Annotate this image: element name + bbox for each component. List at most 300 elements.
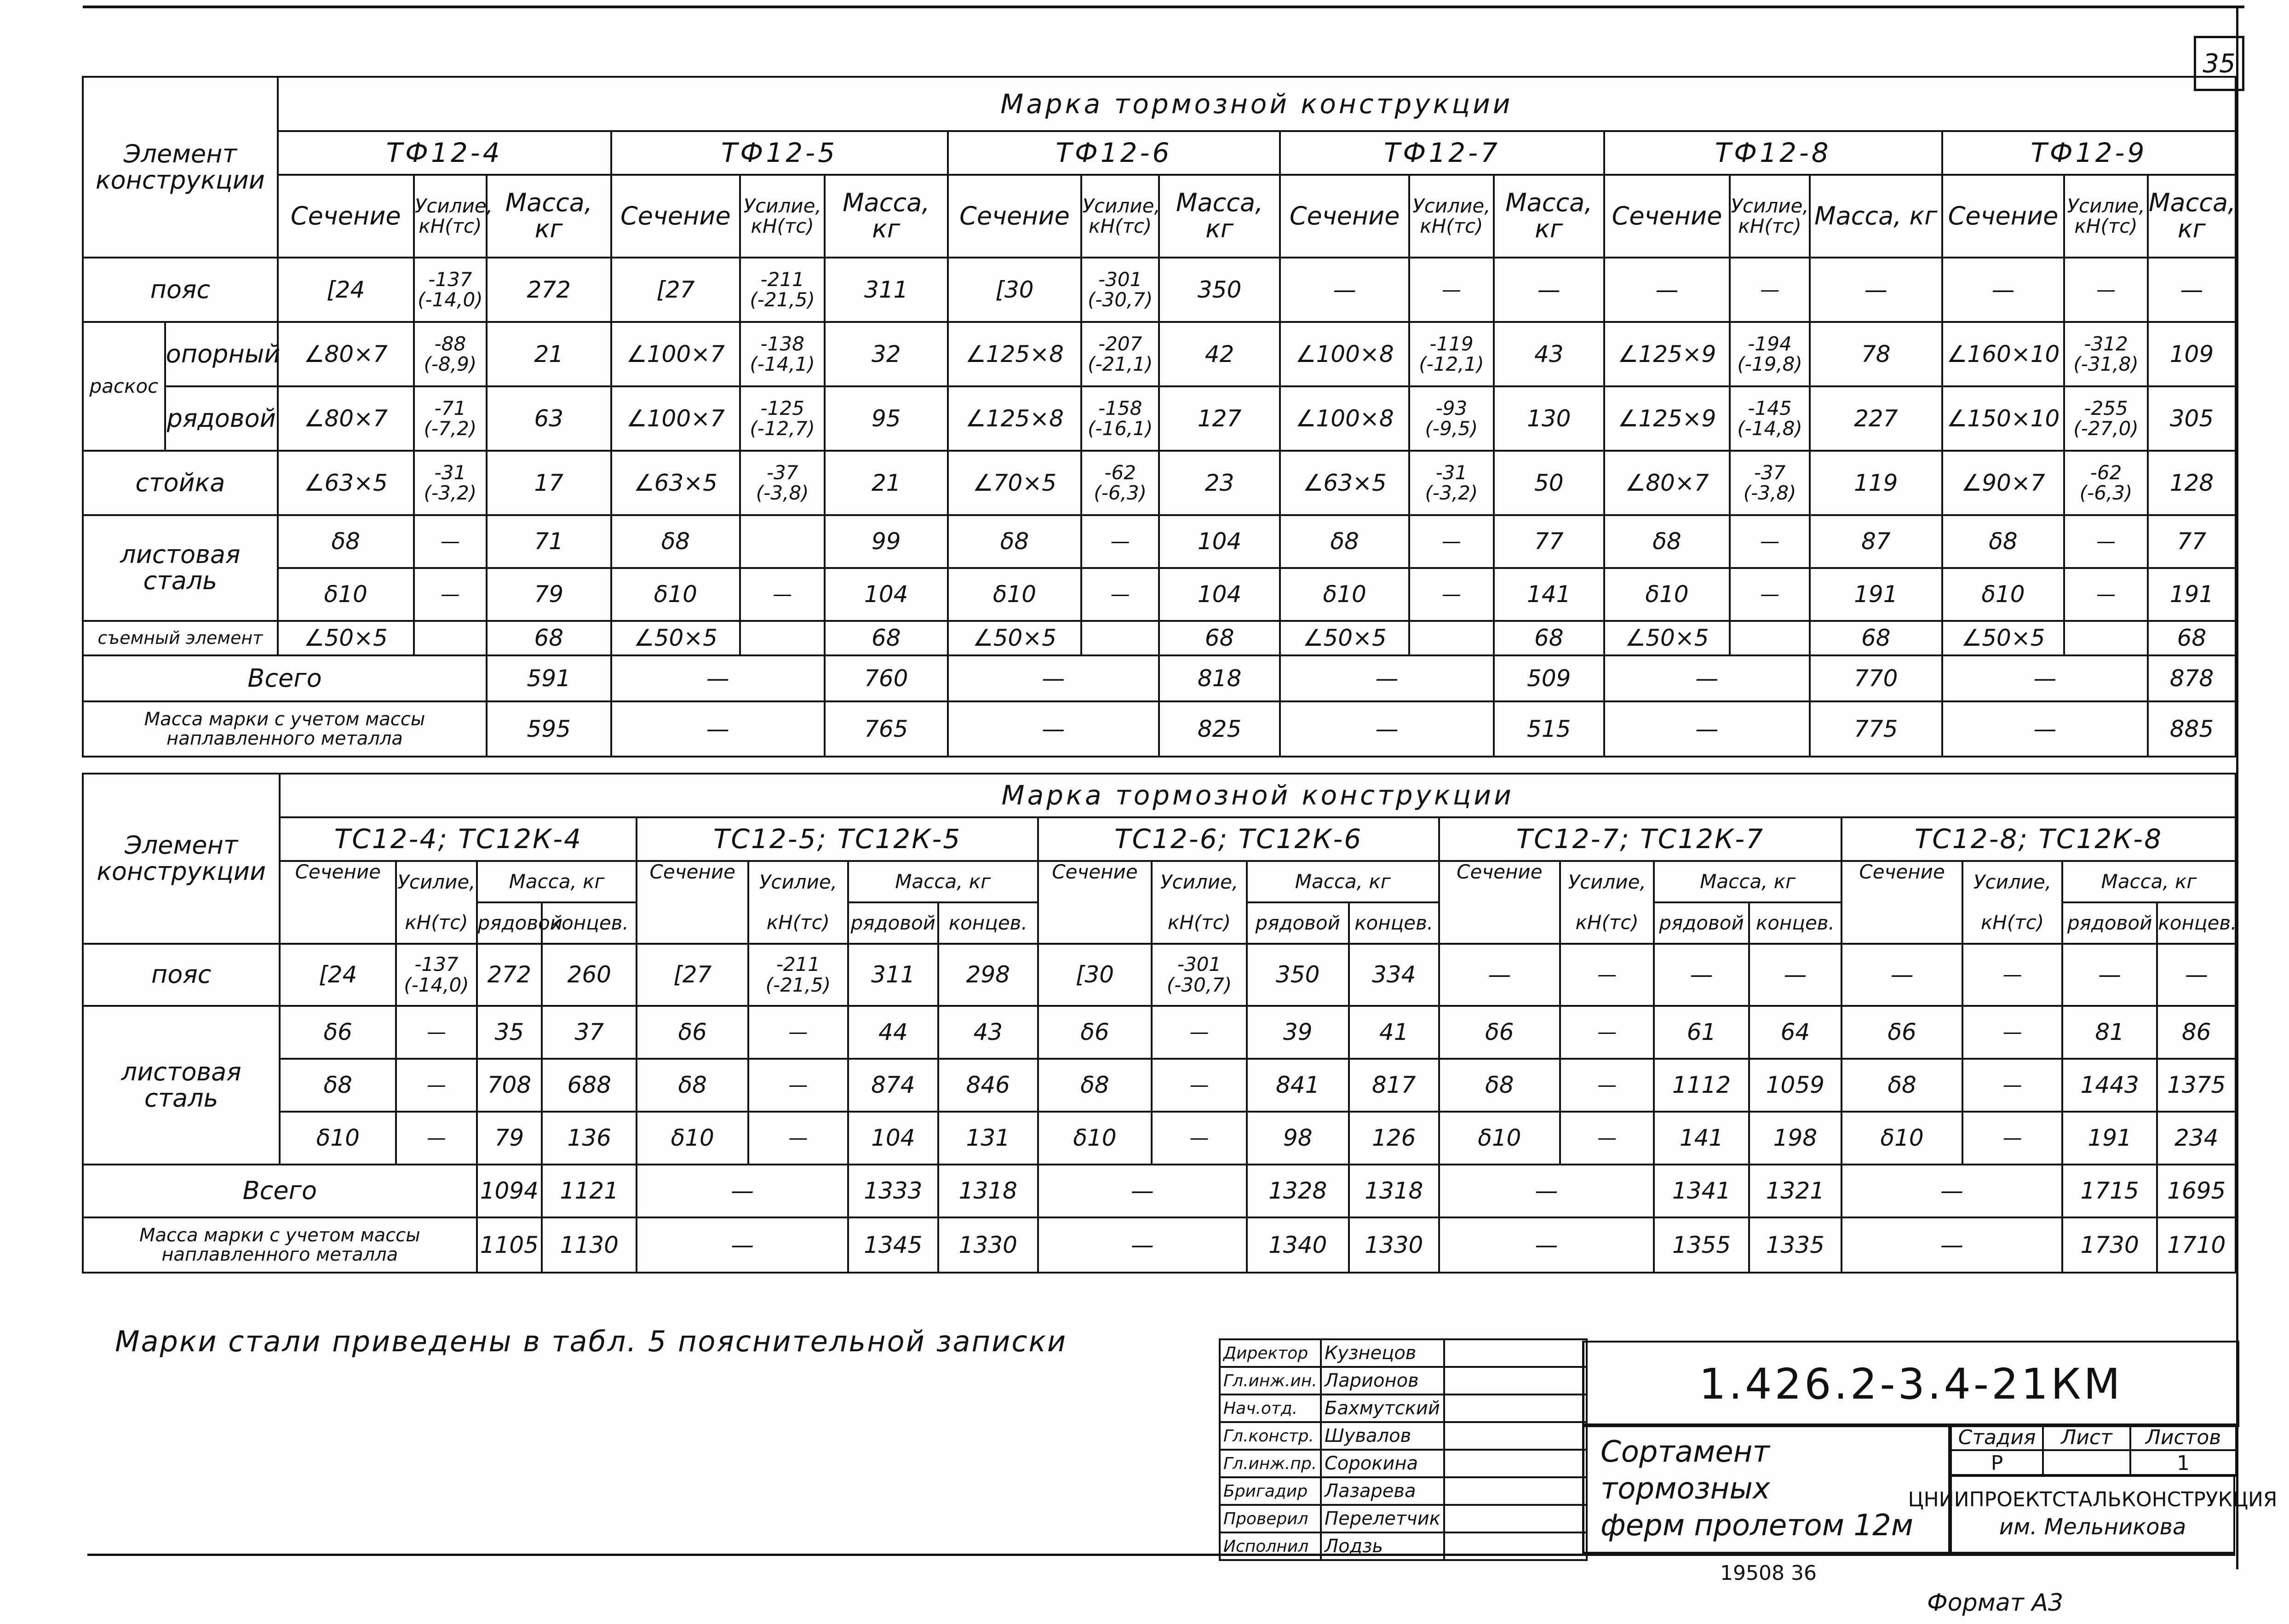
col-section: Сечение — [1280, 175, 1409, 258]
section-cell: δ8 — [637, 1059, 748, 1112]
total-end-cell: 1321 — [1749, 1165, 1842, 1217]
stamp-signature — [1444, 1505, 1587, 1532]
force-cell: -37 (-3,8) — [1730, 451, 1810, 515]
document-title-line1: Сортамент тормозных — [1601, 1435, 1770, 1506]
total-ordinary-cell: 1715 — [2062, 1165, 2157, 1217]
col-mass: Масса, кг — [825, 175, 947, 258]
section-cell: [27 — [637, 944, 748, 1006]
mass-cell: 71 — [487, 515, 611, 568]
mass-ordinary-cell: 311 — [848, 944, 938, 1006]
mass-cell: 77 — [2148, 515, 2236, 568]
mass-cell: 272 — [487, 258, 611, 322]
force-cell — [740, 621, 825, 655]
section-cell: δ10 — [1942, 568, 2064, 621]
section-cell: ∠150×10 — [1942, 386, 2064, 451]
dash-cell: — — [1038, 1165, 1247, 1217]
stamp-row — [1220, 1339, 1587, 1367]
mass-cell: 305 — [2148, 386, 2236, 451]
dash-cell: — — [611, 655, 825, 701]
mass-ordinary-cell: 39 — [1247, 1006, 1349, 1059]
section-cell: δ10 — [1842, 1112, 1962, 1165]
mass-end-cell: 126 — [1349, 1112, 1439, 1165]
force-cell — [1409, 621, 1494, 655]
row-label-total-2: Всего — [83, 1165, 477, 1217]
organization-name: ЦНИИПРОЕКТСТАЛЬКОНСТРУКЦИЯ — [1908, 1487, 2278, 1511]
mass-cell: 227 — [1810, 386, 1942, 451]
section-cell: ∠160×10 — [1942, 322, 2064, 386]
stamp-person: Бахмутский — [1321, 1394, 1444, 1422]
col-force: Усилие, кН(тс) — [2064, 175, 2148, 258]
total-ordinary-cell: 1094 — [477, 1165, 542, 1217]
mass-cell: 63 — [487, 386, 611, 451]
force-cell: — — [1560, 944, 1654, 1006]
section-cell: δ6 — [1439, 1006, 1560, 1059]
col-section: Сечение — [1842, 861, 1962, 944]
col-section: Сечение — [278, 175, 414, 258]
force-cell: — — [1409, 258, 1494, 322]
section-cell: δ8 — [1942, 515, 2064, 568]
col-mass: Масса, кг — [848, 861, 1038, 902]
force-cell: — — [1560, 1006, 1654, 1059]
col-force: Усилие, — [748, 861, 848, 902]
force-cell: — — [1962, 1006, 2062, 1059]
force-cell: -194 (-19,8) — [1730, 322, 1810, 386]
stamp-role: Бригадир — [1220, 1477, 1321, 1505]
mass-cell: 68 — [1810, 621, 1942, 655]
mass-cell: 191 — [1810, 568, 1942, 621]
section-cell: δ8 — [1604, 515, 1730, 568]
section-cell: — — [1280, 258, 1409, 322]
mass-cell: 68 — [825, 621, 947, 655]
mass-ordinary-cell: 35 — [477, 1006, 542, 1059]
col-mass: Масса, кг — [2062, 861, 2236, 902]
mark-group-header: Марка тормозной конструкции — [278, 77, 2236, 131]
mass-cell: 68 — [1494, 621, 1604, 655]
dash-cell: — — [1038, 1217, 1247, 1273]
total-ordinary-cell: 1333 — [848, 1165, 938, 1217]
col-force: Усилие, — [1962, 861, 2062, 902]
col-mass-ordinary: рядовой — [1247, 902, 1349, 944]
force-cell: — — [748, 1112, 848, 1165]
mark-group-header-2: Марка тормозной конструкции — [280, 774, 2236, 817]
mass-end-cell: — — [1749, 944, 1842, 1006]
mass-ordinary-cell: 81 — [2062, 1006, 2157, 1059]
col-section: Сечение — [280, 861, 396, 944]
col-force-unit: кН(тс) — [1962, 902, 2062, 944]
weld-ordinary-cell: 1730 — [2062, 1217, 2157, 1273]
mark-header: ТС12-5; ТС12К-5 — [637, 817, 1038, 861]
organization-subtitle: им. Мельникова — [1999, 1514, 2186, 1540]
mark-header: ТФ12-7 — [1280, 131, 1604, 175]
stamp-person: Шувалов — [1321, 1422, 1444, 1450]
mass-cell: 78 — [1810, 322, 1942, 386]
mass-end-cell: 298 — [938, 944, 1038, 1006]
col-section: Сечение — [611, 175, 740, 258]
mass-cell: 32 — [825, 322, 947, 386]
force-cell: — — [396, 1112, 476, 1165]
mass-ordinary-cell: 61 — [1654, 1006, 1749, 1059]
total-ordinary-cell: 1328 — [1247, 1165, 1349, 1217]
mark-header: ТС12-8; ТС12К-8 — [1842, 817, 2236, 861]
stamp-signature — [1444, 1422, 1587, 1450]
total-mass-cell: 878 — [2148, 655, 2236, 701]
section-cell: ∠50×5 — [611, 621, 740, 655]
col-mass: Масса, кг — [1159, 175, 1280, 258]
section-cell: ∠125×9 — [1604, 322, 1730, 386]
frame-top-line — [83, 6, 2244, 8]
col-mass: Масса, кг — [1810, 175, 1942, 258]
section-cell: δ10 — [637, 1112, 748, 1165]
section-cell: [27 — [611, 258, 740, 322]
document-code: 1.426.2-3.4-21КМ — [1582, 1341, 2239, 1427]
stamp-person: Лодзь — [1321, 1532, 1444, 1560]
mass-cell: 95 — [825, 386, 947, 451]
section-cell: δ10 — [280, 1112, 396, 1165]
signature-stamp — [1219, 1338, 1588, 1561]
force-cell: — — [1409, 568, 1494, 621]
stamp-person: Перелетчик — [1321, 1505, 1444, 1532]
section-cell: ∠100×7 — [611, 322, 740, 386]
col-section: Сечение — [1038, 861, 1152, 944]
total-end-cell: 1695 — [2157, 1165, 2236, 1217]
force-cell: — — [414, 568, 487, 621]
mass-cell: 87 — [1810, 515, 1942, 568]
col-force: Усилие, кН(тс) — [414, 175, 487, 258]
mark-header: ТС12-4; ТС12К-4 — [280, 817, 637, 861]
section-cell: [30 — [948, 258, 1082, 322]
force-cell — [2064, 621, 2148, 655]
mass-ordinary-cell: 44 — [848, 1006, 938, 1059]
col-mass-ordinary: рядовой — [477, 902, 542, 944]
col-mass-ordinary: рядовой — [1654, 902, 1749, 944]
dash-cell: — — [611, 701, 825, 757]
mass-cell: 43 — [1494, 322, 1604, 386]
section-cell: — — [1604, 258, 1730, 322]
col-mass: Масса, кг — [1247, 861, 1439, 902]
section-cell: ∠70×5 — [948, 451, 1082, 515]
total-end-cell: 1121 — [542, 1165, 637, 1217]
col-mass: Масса, кг — [487, 175, 611, 258]
mass-cell: — — [1810, 258, 1942, 322]
mass-end-cell: 260 — [542, 944, 637, 1006]
mass-ordinary-cell: 98 — [1247, 1112, 1349, 1165]
stamp-role: Нач.отд. — [1220, 1394, 1321, 1422]
weld-end-cell: 1330 — [938, 1217, 1038, 1273]
section-cell: δ8 — [280, 1059, 396, 1112]
mass-ordinary-cell: 1443 — [2062, 1059, 2157, 1112]
stamp-row — [1220, 1477, 1587, 1505]
stamp-row — [1220, 1505, 1587, 1532]
force-cell: — — [396, 1059, 476, 1112]
stamp-signature — [1444, 1394, 1587, 1422]
col-mass-end: концев. — [1349, 902, 1439, 944]
mass-cell: 109 — [2148, 322, 2236, 386]
stage-value: Р — [1951, 1450, 2043, 1476]
force-cell: -255 (-27,0) — [2064, 386, 2148, 451]
mass-cell: 104 — [1159, 515, 1280, 568]
mass-cell: 77 — [1494, 515, 1604, 568]
dash-cell: — — [1439, 1217, 1654, 1273]
section-cell: — — [1942, 258, 2064, 322]
stamp-signature — [1444, 1367, 1587, 1394]
mass-end-cell: 37 — [542, 1006, 637, 1059]
section-cell: δ10 — [611, 568, 740, 621]
weld-mass-cell: 885 — [2148, 701, 2236, 757]
force-cell: -71 (-7,2) — [414, 386, 487, 451]
force-cell: — — [1409, 515, 1494, 568]
mass-ordinary-cell: — — [2062, 944, 2157, 1006]
total-ordinary-cell: 1341 — [1654, 1165, 1749, 1217]
mass-cell: 68 — [487, 621, 611, 655]
col-section: Сечение — [1604, 175, 1730, 258]
stamp-role: Исполнил — [1220, 1532, 1321, 1560]
mass-cell: 50 — [1494, 451, 1604, 515]
stamp-row — [1220, 1394, 1587, 1422]
section-cell: ∠100×8 — [1280, 322, 1409, 386]
col-force: Усилие, кН(тс) — [1730, 175, 1810, 258]
force-cell: — — [1152, 1059, 1246, 1112]
mass-cell: — — [1494, 258, 1604, 322]
force-cell — [740, 515, 825, 568]
mass-cell: 42 — [1159, 322, 1280, 386]
mass-ordinary-cell: 79 — [477, 1112, 542, 1165]
row-label-support: опорный — [165, 322, 278, 386]
stamp-role: Проверил — [1220, 1505, 1321, 1532]
document-title — [1582, 1423, 1950, 1554]
sheet-format: Формат А3 — [1927, 1589, 2064, 1617]
weld-ordinary-cell: 1355 — [1654, 1217, 1749, 1273]
force-cell: — — [1560, 1059, 1654, 1112]
mark-header: ТФ12-4 — [278, 131, 611, 175]
force-cell: -125 (-12,7) — [740, 386, 825, 451]
stamp-signature — [1444, 1450, 1587, 1477]
mass-cell: 23 — [1159, 451, 1280, 515]
force-cell: -312 (-31,8) — [2064, 322, 2148, 386]
page-number: 35 — [2194, 36, 2244, 91]
section-cell: ∠63×5 — [1280, 451, 1409, 515]
total-mass-cell: 591 — [487, 655, 611, 701]
section-cell: δ10 — [948, 568, 1082, 621]
section-cell: ∠80×7 — [1604, 451, 1730, 515]
force-cell: — — [1730, 568, 1810, 621]
section-cell: δ6 — [1038, 1006, 1152, 1059]
force-cell: -301 (-30,7) — [1152, 944, 1246, 1006]
dash-cell: — — [637, 1165, 848, 1217]
mark-header: ТФ12-6 — [948, 131, 1280, 175]
archive-number: 19508 36 — [1720, 1561, 1817, 1585]
dash-cell: — — [1604, 701, 1810, 757]
force-cell — [1081, 621, 1159, 655]
col-section: Сечение — [1942, 175, 2064, 258]
mass-cell: 119 — [1810, 451, 1942, 515]
element-header-2: Элемент конструкции — [83, 774, 280, 944]
dash-cell: — — [948, 701, 1159, 757]
row-label-weld-2: Масса марки с учетом массы наплавленного металла — [83, 1217, 477, 1273]
mark-header: ТФ12-9 — [1942, 131, 2236, 175]
section-cell: ∠125×8 — [948, 322, 1082, 386]
section-cell: δ10 — [1604, 568, 1730, 621]
stamp-role: Гл.инж.пр. — [1220, 1450, 1321, 1477]
stamp-person: Лазарева — [1321, 1477, 1444, 1505]
force-cell: — — [1962, 944, 2062, 1006]
mass-ordinary-cell: — — [1654, 944, 1749, 1006]
mass-cell: 311 — [825, 258, 947, 322]
total-end-cell: 1318 — [938, 1165, 1038, 1217]
dash-cell: — — [637, 1217, 848, 1273]
mass-ordinary-cell: 141 — [1654, 1112, 1749, 1165]
section-cell: δ8 — [1439, 1059, 1560, 1112]
mass-ordinary-cell: 350 — [1247, 944, 1349, 1006]
force-cell: -158 (-16,1) — [1081, 386, 1159, 451]
force-cell: -211 (-21,5) — [748, 944, 848, 1006]
mass-cell: 21 — [487, 322, 611, 386]
force-cell: — — [2064, 258, 2148, 322]
weld-mass-cell: 515 — [1494, 701, 1604, 757]
col-section: Сечение — [1439, 861, 1560, 944]
col-mass: Масса, кг — [2148, 175, 2236, 258]
col-force: Усилие, кН(тс) — [1081, 175, 1159, 258]
weld-end-cell: 1330 — [1349, 1217, 1439, 1273]
bottom-rule — [87, 1554, 2235, 1556]
force-cell — [414, 621, 487, 655]
mass-end-cell: 43 — [938, 1006, 1038, 1059]
section-cell: δ6 — [637, 1006, 748, 1059]
mass-cell: 191 — [2148, 568, 2236, 621]
section-cell: ∠80×7 — [278, 386, 414, 451]
col-mass: Масса, кг — [1654, 861, 1842, 902]
mass-ordinary-cell: 1112 — [1654, 1059, 1749, 1112]
sheets-label: Листов — [2130, 1424, 2236, 1450]
section-cell: ∠125×9 — [1604, 386, 1730, 451]
weld-ordinary-cell: 1345 — [848, 1217, 938, 1273]
mass-end-cell: 131 — [938, 1112, 1038, 1165]
force-cell: — — [2064, 568, 2148, 621]
force-cell: -137 (-14,0) — [414, 258, 487, 322]
force-cell: — — [396, 1006, 476, 1059]
sheet-label: Лист — [2043, 1424, 2130, 1450]
dash-cell: — — [1604, 655, 1810, 701]
stamp-signature — [1444, 1477, 1587, 1505]
section-cell: ∠100×7 — [611, 386, 740, 451]
sheet-value — [2043, 1450, 2130, 1476]
stamp-row — [1220, 1532, 1587, 1560]
row-label-belt: пояс — [83, 258, 278, 322]
force-cell: — — [1962, 1112, 2062, 1165]
force-cell: -301 (-30,7) — [1081, 258, 1159, 322]
section-cell: δ8 — [1280, 515, 1409, 568]
col-mass-ordinary: рядовой — [848, 902, 938, 944]
force-cell: — — [1560, 1112, 1654, 1165]
force-cell: -145 (-14,8) — [1730, 386, 1810, 451]
col-mass-end: концев. — [1749, 902, 1842, 944]
section-cell: δ10 — [1439, 1112, 1560, 1165]
stamp-role: Гл.констр. — [1220, 1422, 1321, 1450]
section-cell: δ8 — [1038, 1059, 1152, 1112]
force-cell: — — [1152, 1112, 1246, 1165]
mass-cell: — — [2148, 258, 2236, 322]
mass-cell: 21 — [825, 451, 947, 515]
mass-ordinary-cell: 272 — [477, 944, 542, 1006]
mass-cell: 350 — [1159, 258, 1280, 322]
col-force-unit: кН(тс) — [396, 902, 476, 944]
weld-mass-cell: 825 — [1159, 701, 1280, 757]
mass-cell: 104 — [1159, 568, 1280, 621]
section-cell: ∠50×5 — [278, 621, 414, 655]
section-cell: — — [1842, 944, 1962, 1006]
truss-assortment-table — [82, 76, 2237, 757]
mass-end-cell: 64 — [1749, 1006, 1842, 1059]
mass-cell: 127 — [1159, 386, 1280, 451]
mass-ordinary-cell: 191 — [2062, 1112, 2157, 1165]
col-force: Усилие, — [396, 861, 476, 902]
force-cell: -62 (-6,3) — [1081, 451, 1159, 515]
mass-end-cell: 1375 — [2157, 1059, 2236, 1112]
force-cell: — — [414, 515, 487, 568]
mass-cell: 68 — [2148, 621, 2236, 655]
force-cell: -137 (-14,0) — [396, 944, 476, 1006]
col-section: Сечение — [948, 175, 1082, 258]
section-cell: — — [1439, 944, 1560, 1006]
mass-end-cell: 817 — [1349, 1059, 1439, 1112]
col-mass: Масса, кг — [477, 861, 637, 902]
force-cell: — — [740, 568, 825, 621]
col-mass-end: концев. — [2157, 902, 2236, 944]
row-label-diagonal: раскос — [83, 322, 165, 451]
force-cell: -31 (-3,2) — [1409, 451, 1494, 515]
steel-grade-note: Марки стали приведены в табл. 5 пояснительной записки — [115, 1325, 1067, 1358]
section-cell: δ8 — [948, 515, 1082, 568]
section-cell: δ6 — [280, 1006, 396, 1059]
weld-mass-cell: 775 — [1810, 701, 1942, 757]
dash-cell: — — [1942, 655, 2148, 701]
mass-end-cell: 846 — [938, 1059, 1038, 1112]
force-cell: -93 (-9,5) — [1409, 386, 1494, 451]
mass-cell: 141 — [1494, 568, 1604, 621]
stage-sheet-table — [1950, 1423, 2237, 1477]
force-cell: — — [1730, 258, 1810, 322]
force-cell: -37 (-3,8) — [740, 451, 825, 515]
col-force-unit: кН(тс) — [1560, 902, 1654, 944]
stamp-role: Гл.инж.ин. — [1220, 1367, 1321, 1394]
row-label-weld: Масса марки с учетом массы наплавленного металла — [83, 701, 487, 757]
dash-cell: — — [1942, 701, 2148, 757]
force-cell — [1730, 621, 1810, 655]
row-label-post: стойка — [83, 451, 278, 515]
mass-ordinary-cell: 874 — [848, 1059, 938, 1112]
section-cell: ∠50×5 — [948, 621, 1082, 655]
stamp-person: Сорокина — [1321, 1450, 1444, 1477]
force-cell: — — [748, 1006, 848, 1059]
mass-cell: 79 — [487, 568, 611, 621]
weld-ordinary-cell: 1340 — [1247, 1217, 1349, 1273]
col-force: Усилие, кН(тс) — [1409, 175, 1494, 258]
section-cell: δ10 — [1038, 1112, 1152, 1165]
force-cell: — — [1081, 568, 1159, 621]
col-force: Усилие, — [1560, 861, 1654, 902]
stamp-row — [1220, 1367, 1587, 1394]
sheets-value: 1 — [2130, 1450, 2236, 1476]
section-cell: δ10 — [278, 568, 414, 621]
force-cell: — — [1730, 515, 1810, 568]
mark-header: ТФ12-8 — [1604, 131, 1942, 175]
section-cell: [24 — [278, 258, 414, 322]
weld-ordinary-cell: 1105 — [477, 1217, 542, 1273]
section-cell: δ8 — [278, 515, 414, 568]
weld-end-cell: 1710 — [2157, 1217, 2236, 1273]
section-cell: ∠63×5 — [611, 451, 740, 515]
mass-cell: 130 — [1494, 386, 1604, 451]
section-cell: ∠50×5 — [1280, 621, 1409, 655]
